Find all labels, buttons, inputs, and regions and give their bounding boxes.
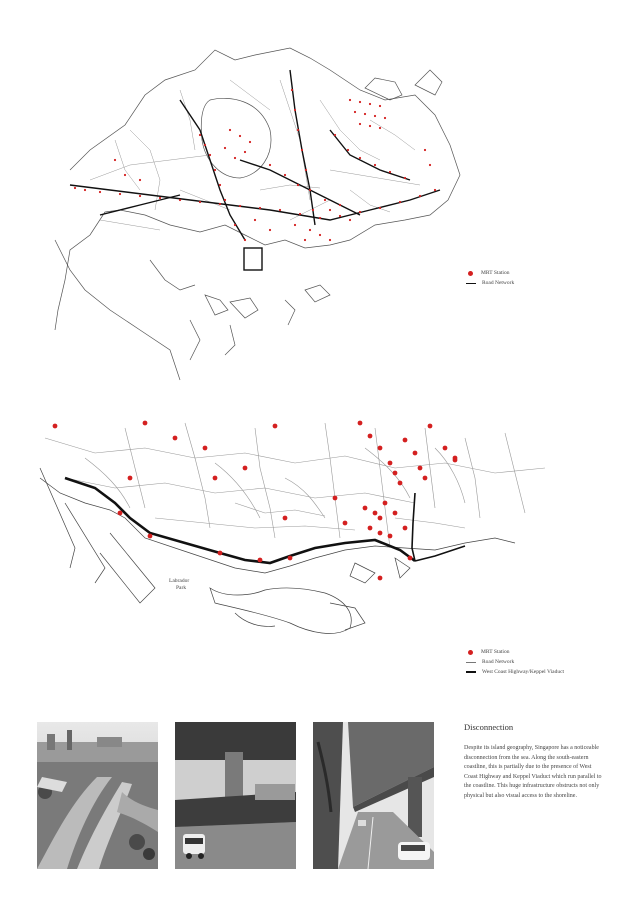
focus-area-box bbox=[244, 248, 262, 270]
mrt-station-dot bbox=[398, 481, 403, 486]
mrt-station-dot bbox=[173, 436, 178, 441]
mrt-station-dot bbox=[423, 476, 428, 481]
mrt-station-dot bbox=[301, 149, 303, 151]
mrt-station-dot bbox=[143, 421, 148, 426]
mrt-station-dot bbox=[179, 199, 181, 201]
mrt-station-dot bbox=[379, 127, 381, 129]
mrt-station-dot bbox=[254, 219, 256, 221]
coastline-detail-map bbox=[35, 418, 560, 653]
mrt-station-dot bbox=[354, 111, 356, 113]
mrt-station-dot bbox=[383, 501, 388, 506]
mrt-station-dot bbox=[203, 446, 208, 451]
mrt-station-dot bbox=[324, 199, 326, 201]
mrt-station-dot bbox=[443, 446, 448, 451]
mrt-station-dot bbox=[244, 151, 246, 153]
mrt-station-dot bbox=[334, 134, 336, 136]
major-roads bbox=[70, 70, 440, 240]
mrt-station-dot bbox=[399, 201, 401, 203]
singapore-island-map bbox=[30, 40, 470, 385]
mrt-station-dot bbox=[124, 174, 126, 176]
mrt-station-dot bbox=[359, 123, 361, 125]
mrt-station-dot bbox=[388, 534, 393, 539]
mrt-station-dot bbox=[393, 511, 398, 516]
mrt-station-dot bbox=[209, 154, 211, 156]
map1-legend bbox=[466, 268, 514, 288]
mrt-station-dot bbox=[333, 496, 338, 501]
mrt-station-dot bbox=[269, 229, 271, 231]
mrt-station-dot bbox=[305, 169, 307, 171]
eastern-road bbox=[415, 546, 465, 561]
mrt-station-dot bbox=[453, 458, 458, 463]
coastline bbox=[55, 48, 460, 380]
mrt-station-dot bbox=[369, 125, 371, 127]
under-viaduct-photo bbox=[175, 722, 296, 869]
mrt-station-dot bbox=[218, 551, 223, 556]
station-dot-icon bbox=[468, 271, 473, 276]
mrt-station-dot bbox=[378, 576, 383, 581]
mrt-station-dot bbox=[384, 117, 386, 119]
mrt-station-dot bbox=[224, 199, 226, 201]
mrt-station-dot bbox=[139, 195, 141, 197]
mrt-station-dot bbox=[359, 157, 361, 159]
mrt-station-dot bbox=[424, 149, 426, 151]
legend2-station-label: MRT Station bbox=[481, 649, 510, 655]
mrt-station-dot bbox=[419, 195, 421, 197]
mrt-station-dot bbox=[279, 209, 281, 211]
mrt-station-dot bbox=[139, 179, 141, 181]
mrt-station-dot bbox=[378, 446, 383, 451]
mrt-station-dot bbox=[368, 434, 373, 439]
mrt-station-dot bbox=[358, 421, 363, 426]
mrt-station-dot bbox=[204, 144, 206, 146]
mrt-station-dot bbox=[159, 197, 161, 199]
mrt-station-dot bbox=[359, 211, 361, 213]
aerial-highway-photo bbox=[37, 722, 158, 869]
mrt-station-dot bbox=[309, 229, 311, 231]
mrt-station-dot bbox=[343, 521, 348, 526]
mrt-station-dot bbox=[434, 189, 436, 191]
mrt-station-dot bbox=[374, 164, 376, 166]
mrt-station-dot bbox=[234, 157, 236, 159]
legend2-highway-label: West Coast Highway/Keppel Viaduct bbox=[482, 669, 565, 675]
legend-station-label: MRT Station bbox=[481, 270, 510, 276]
mrt-station-dot bbox=[359, 101, 361, 103]
section-body: Despite its island geography, Singapore has a noticeable disconnection from the sea. Along the south-eastern coastline, this is partially due to the presence of West Coast Highway and Keppel Viaduct which run parallel to the coastline. This huge infrastructure obstructs not only physical but also visual access to the shoreline. bbox=[464, 745, 602, 799]
mrt-station-dot bbox=[239, 135, 241, 137]
mrt-station-dot bbox=[349, 219, 351, 221]
mrt-station-dot bbox=[379, 207, 381, 209]
mrt-station-dot bbox=[273, 424, 278, 429]
mrt-station-dot bbox=[224, 147, 226, 149]
mrt-station-dot bbox=[418, 466, 423, 471]
disconnection-text-block bbox=[464, 722, 604, 802]
mrt-station-dot bbox=[408, 556, 413, 561]
mrt-station-dot bbox=[363, 506, 368, 511]
mrt-station-dot bbox=[219, 184, 221, 186]
mrt-station-dot bbox=[329, 239, 331, 241]
mrt-station-dot bbox=[291, 89, 293, 91]
mrt-station-dot bbox=[312, 209, 314, 211]
mrt-station-dot bbox=[213, 476, 218, 481]
mrt-station-dot bbox=[388, 461, 393, 466]
mrt-station-dot bbox=[347, 149, 349, 151]
legend-road-label: Road Network bbox=[482, 280, 515, 286]
mrt-station-dot bbox=[297, 129, 299, 131]
mrt-station-dot bbox=[114, 159, 116, 161]
detail-minor-roads bbox=[45, 423, 545, 548]
legend-road-row bbox=[466, 278, 514, 288]
mrt-station-dot bbox=[244, 239, 246, 241]
mrt-station-dot bbox=[378, 516, 383, 521]
mrt-station-dot bbox=[428, 424, 433, 429]
mrt-station-dot bbox=[393, 471, 398, 476]
street-under-viaduct-photo bbox=[313, 722, 434, 869]
mrt-station-dot bbox=[229, 129, 231, 131]
mrt-station-dot bbox=[349, 99, 351, 101]
mrt-station-dot bbox=[429, 164, 431, 166]
mrt-station-dot bbox=[373, 511, 378, 516]
mrt-station-dot bbox=[339, 215, 341, 217]
mrt-station-dot bbox=[284, 174, 286, 176]
mrt-station-dot bbox=[374, 115, 376, 117]
mrt-station-dot bbox=[249, 141, 251, 143]
mrt-station-dot bbox=[84, 189, 86, 191]
place-label-line1: Labrador bbox=[169, 578, 190, 584]
mrt-station-dot bbox=[118, 511, 123, 516]
legend-station-row bbox=[466, 268, 514, 278]
mrt-station-dot bbox=[379, 105, 381, 107]
station-dot-icon bbox=[468, 650, 473, 655]
mrt-station-dot bbox=[413, 451, 418, 456]
mrt-station-dot bbox=[119, 193, 121, 195]
map2-legend bbox=[466, 647, 564, 677]
mrt-station-dot bbox=[299, 213, 301, 215]
mrt-station-dot bbox=[304, 239, 306, 241]
detail-coastline bbox=[40, 468, 515, 633]
mrt-station-dot bbox=[128, 476, 133, 481]
mrt-station-dot bbox=[199, 201, 201, 203]
mrt-station-dot bbox=[219, 203, 221, 205]
mrt-station-dot bbox=[294, 109, 296, 111]
mrt-station-dot bbox=[99, 191, 101, 193]
legend2-road-row bbox=[466, 657, 564, 667]
mrt-station-dot bbox=[389, 171, 391, 173]
mrt-station-dot bbox=[74, 187, 76, 189]
mrt-station-dot bbox=[368, 526, 373, 531]
mrt-station-dot bbox=[339, 204, 341, 206]
mrt-station-dot bbox=[297, 184, 299, 186]
mrt-station-dot bbox=[214, 169, 216, 171]
mrt-station-dot bbox=[234, 224, 236, 226]
mrt-station-dot bbox=[239, 205, 241, 207]
mrt-station-dot bbox=[258, 558, 263, 563]
mrt-station-dot bbox=[403, 438, 408, 443]
mrt-station-dot bbox=[403, 526, 408, 531]
mrt-station-dot bbox=[199, 134, 201, 136]
legend2-station-row bbox=[466, 647, 564, 657]
mrt-station-dot bbox=[269, 164, 271, 166]
mrt-station-dot bbox=[309, 189, 311, 191]
road-line-icon bbox=[466, 283, 476, 284]
mrt-station-dot bbox=[369, 103, 371, 105]
connector-road bbox=[412, 493, 415, 561]
mrt-station-dot bbox=[148, 534, 153, 539]
mrt-station-dot bbox=[404, 177, 406, 179]
place-label-line2: Park bbox=[176, 585, 187, 591]
mrt-station-dot bbox=[243, 466, 248, 471]
mrt-station-dot bbox=[364, 113, 366, 115]
mrt-station-dot bbox=[53, 424, 58, 429]
mrt-station-dot bbox=[288, 556, 293, 561]
legend2-road-label: Road Network bbox=[482, 659, 515, 665]
mrt-station-dot bbox=[329, 209, 331, 211]
mrt-station-dot bbox=[294, 224, 296, 226]
mrt-station-dot bbox=[319, 234, 321, 236]
highway-line-icon bbox=[466, 671, 476, 673]
mrt-station-dot bbox=[378, 531, 383, 536]
mrt-station-dot bbox=[259, 207, 261, 209]
legend2-highway-row bbox=[466, 667, 564, 677]
section-title: Disconnection bbox=[464, 722, 514, 732]
mrt-station-dot bbox=[319, 217, 321, 219]
mrt-station-dot bbox=[283, 516, 288, 521]
road-line-icon bbox=[466, 662, 476, 663]
